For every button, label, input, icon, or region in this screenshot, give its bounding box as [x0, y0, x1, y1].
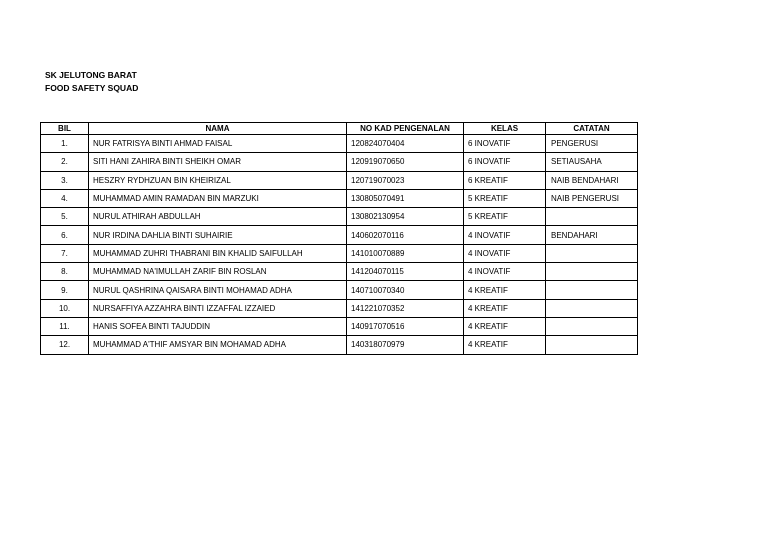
- cell-ic: 120824070404: [347, 135, 464, 153]
- table-row: [41, 244, 638, 262]
- cell-ic: 130802130954: [347, 208, 464, 226]
- cell-nama: NUR FATRISYA BINTI AHMAD FAISAL: [89, 135, 347, 153]
- document-title: FOOD SAFETY SQUAD: [45, 83, 139, 93]
- cell-nama: MUHAMMAD AMIN RAMADAN BIN MARZUKI: [89, 189, 347, 207]
- cell-catatan: [546, 263, 638, 281]
- school-name: SK JELUTONG BARAT: [45, 70, 137, 80]
- header-ic: NO KAD PENGENALAN: [347, 123, 464, 135]
- cell-ic: 141204070115: [347, 263, 464, 281]
- cell-ic: 120919070650: [347, 153, 464, 171]
- cell-ic: 141010070889: [347, 244, 464, 262]
- cell-bil: 2.: [41, 153, 89, 171]
- cell-bil: 7.: [41, 244, 89, 262]
- cell-ic: 120719070023: [347, 171, 464, 189]
- header-kelas: KELAS: [464, 123, 546, 135]
- cell-kelas: 4 KREATIF: [464, 299, 546, 317]
- table-row: [41, 263, 638, 281]
- cell-kelas: 6 KREATIF: [464, 171, 546, 189]
- cell-nama: NURUL ATHIRAH ABDULLAH: [89, 208, 347, 226]
- cell-catatan: [546, 299, 638, 317]
- header-catatan: CATATAN: [546, 123, 638, 135]
- cell-nama: SITI HANI ZAHIRA BINTI SHEIKH OMAR: [89, 153, 347, 171]
- header-nama: NAMA: [89, 123, 347, 135]
- table-row: [41, 336, 638, 354]
- cell-bil: 11.: [41, 317, 89, 335]
- cell-kelas: 6 INOVATIF: [464, 153, 546, 171]
- cell-bil: 8.: [41, 263, 89, 281]
- cell-ic: 140710070340: [347, 281, 464, 299]
- table-header-row: [41, 123, 638, 135]
- cell-catatan: NAIB PENGERUSI: [546, 189, 638, 207]
- table-row: [41, 135, 638, 153]
- header-bil: BIL: [41, 123, 89, 135]
- cell-ic: 140917070516: [347, 317, 464, 335]
- cell-kelas: 5 KREATIF: [464, 189, 546, 207]
- cell-kelas: 4 KREATIF: [464, 281, 546, 299]
- cell-nama: NURUL QASHRINA QAISARA BINTI MOHAMAD ADHA: [89, 281, 347, 299]
- cell-nama: NUR IRDINA DAHLIA BINTI SUHAIRIE: [89, 226, 347, 244]
- cell-catatan: BENDAHARI: [546, 226, 638, 244]
- cell-kelas: 4 INOVATIF: [464, 226, 546, 244]
- cell-kelas: 5 KREATIF: [464, 208, 546, 226]
- cell-ic: 140602070116: [347, 226, 464, 244]
- cell-nama: MUHAMMAD NA'IMULLAH ZARIF BIN ROSLAN: [89, 263, 347, 281]
- cell-bil: 5.: [41, 208, 89, 226]
- cell-nama: HESZRY RYDHZUAN BIN KHEIRIZAL: [89, 171, 347, 189]
- cell-catatan: [546, 281, 638, 299]
- cell-catatan: SETIAUSAHA: [546, 153, 638, 171]
- cell-bil: 9.: [41, 281, 89, 299]
- table-row: [41, 317, 638, 335]
- cell-kelas: 4 KREATIF: [464, 317, 546, 335]
- table-row: [41, 299, 638, 317]
- cell-bil: 4.: [41, 189, 89, 207]
- cell-bil: 1.: [41, 135, 89, 153]
- cell-nama: MUHAMMAD A'THIF AMSYAR BIN MOHAMAD ADHA: [89, 336, 347, 354]
- member-table: [40, 122, 638, 355]
- cell-catatan: [546, 317, 638, 335]
- cell-bil: 6.: [41, 226, 89, 244]
- table-row: [41, 153, 638, 171]
- cell-nama: NURSAFFIYA AZZAHRA BINTI IZZAFFAL IZZAIED: [89, 299, 347, 317]
- table-row: [41, 171, 638, 189]
- cell-kelas: 4 INOVATIF: [464, 244, 546, 262]
- cell-ic: 130805070491: [347, 189, 464, 207]
- cell-bil: 12.: [41, 336, 89, 354]
- cell-catatan: [546, 208, 638, 226]
- table-row: [41, 189, 638, 207]
- table-row: [41, 208, 638, 226]
- table-row: [41, 281, 638, 299]
- cell-catatan: PENGERUSI: [546, 135, 638, 153]
- cell-nama: HANIS SOFEA BINTI TAJUDDIN: [89, 317, 347, 335]
- cell-kelas: 4 INOVATIF: [464, 263, 546, 281]
- cell-nama: MUHAMMAD ZUHRI THABRANI BIN KHALID SAIFULLAH: [89, 244, 347, 262]
- document-heading: [45, 69, 138, 95]
- cell-catatan: NAIB BENDAHARI: [546, 171, 638, 189]
- cell-bil: 3.: [41, 171, 89, 189]
- cell-ic: 141221070352: [347, 299, 464, 317]
- cell-bil: 10.: [41, 299, 89, 317]
- cell-catatan: [546, 336, 638, 354]
- cell-kelas: 6 INOVATIF: [464, 135, 546, 153]
- cell-catatan: [546, 244, 638, 262]
- cell-ic: 140318070979: [347, 336, 464, 354]
- table-row: [41, 226, 638, 244]
- cell-kelas: 4 KREATIF: [464, 336, 546, 354]
